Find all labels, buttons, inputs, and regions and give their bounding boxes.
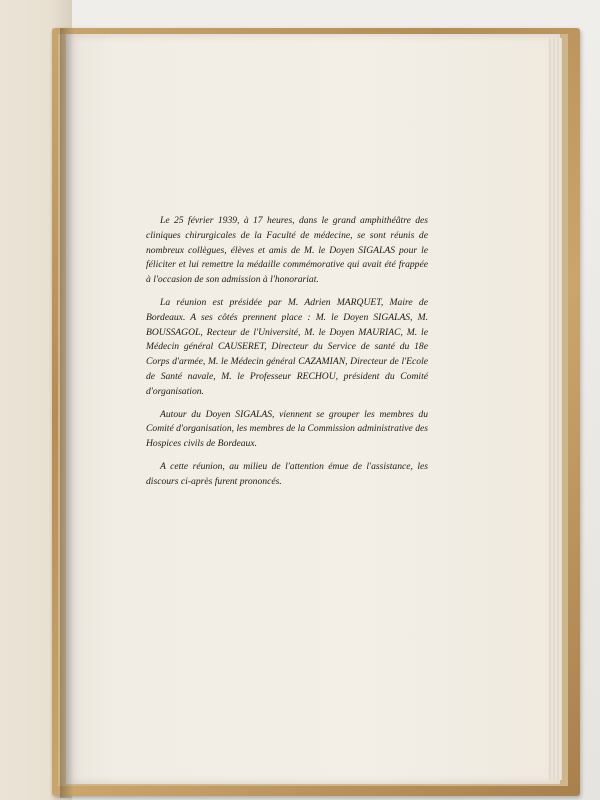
page-stack-edge (548, 38, 562, 780)
book-gutter-shadow (60, 28, 74, 798)
paragraph-1: Le 25 février 1939, à 17 heures, dans le grand amphithéâtre des cliniques chirurgicales de la Faculté de médecine, se sont réunis de nombreux collègues, élèves et amis de M. le Doyen SIGALAS pour le féliciter et lui remettre la médaille commémorative qui avait été frappée à l'occasion de son admission à l'honorariat. (146, 215, 428, 286)
document-text (146, 214, 428, 498)
paragraph-3: Autour du Doyen SIGALAS, viennent se grouper les membres du Comité d'organisation, les membres de la Commission administrative des Hospices civils de Bordeaux. (146, 408, 428, 450)
paragraph-4: A cette réunion, au milieu de l'attention émue de l'assistance, les discours ci-après furent prononcés. (146, 460, 428, 487)
paragraph-2: La réunion est présidée par M. Adrien MARQUET, Maire de Bordeaux. A ses côtés prennent place : M. le Doyen SIGALAS, M. BOUSSAGOL, Recteur de l'Université, M. le Doyen MAURIAC, M. le Médecin général CAUSERET, Directeur du Service de santé du 18e Corps d'armée, M. le Médecin général CAZAMIAN, Directeur de l'Ecole de Santé navale, M. le Professeur RECHOU, président du Comité d'organisation. (146, 296, 428, 397)
